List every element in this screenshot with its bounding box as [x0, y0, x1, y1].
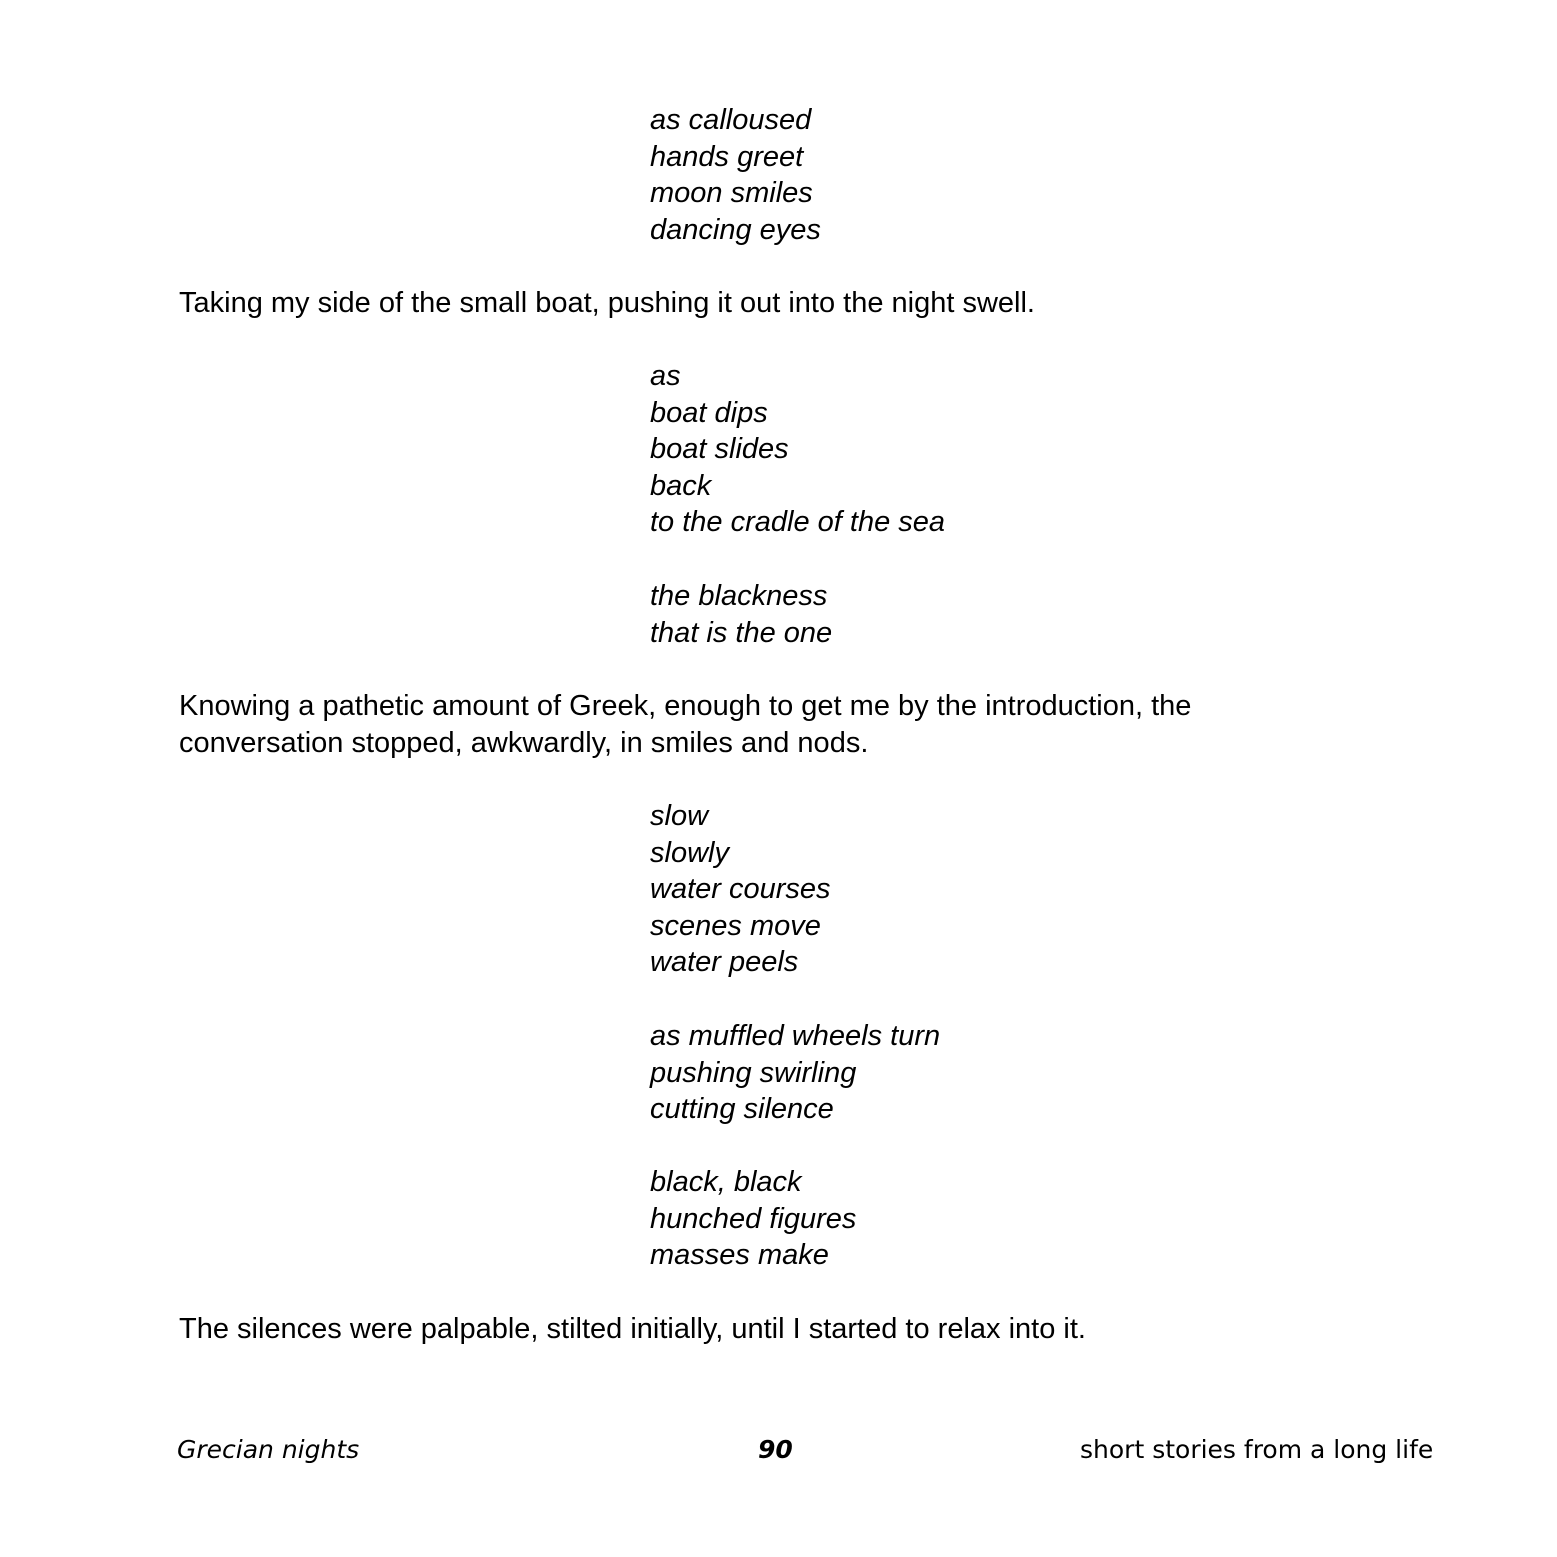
verse-line: masses make [650, 1239, 829, 1272]
verse-line: cutting silence [650, 1093, 834, 1126]
verse-line: hunched figures [650, 1202, 857, 1235]
verse-stanza-2 [650, 358, 945, 541]
prose-paragraph-3: The silences were palpable, stilted initially, until I started to relax into it. [179, 1313, 1086, 1345]
verse-stanza-6 [650, 1164, 856, 1274]
verse-line: dancing eyes [650, 213, 821, 246]
footer-book-section: Grecian nights [177, 1435, 360, 1464]
verse-line: the blackness [650, 580, 828, 612]
verse-line: as calloused [650, 104, 812, 136]
verse-line: black, black [650, 1166, 802, 1198]
verse-stanza-1 [650, 102, 821, 248]
prose-paragraph-2 [179, 688, 1399, 761]
verse-stanza-4 [650, 798, 831, 981]
verse-line: slow [650, 800, 709, 832]
verse-stanza-3 [650, 578, 832, 651]
verse-line: moon smiles [650, 177, 813, 210]
verse-line: pushing swirling [650, 1056, 857, 1089]
verse-line: water peels [650, 946, 799, 979]
verse-line: as [650, 360, 681, 392]
verse-line: hands greet [650, 140, 804, 173]
footer-page-number: 90 [758, 1435, 793, 1464]
verse-stanza-5 [650, 1018, 940, 1128]
prose-line: conversation stopped, awkwardly, in smiles and nods. [179, 726, 869, 759]
prose-paragraph-1: Taking my side of the small boat, pushing it out into the night swell. [179, 287, 1035, 319]
verse-line: scenes move [650, 909, 821, 942]
verse-line: that is the one [650, 616, 833, 649]
verse-line: slowly [650, 836, 729, 869]
verse-line: back [650, 469, 712, 502]
verse-line: boat dips [650, 396, 768, 429]
verse-line: boat slides [650, 433, 789, 466]
prose-line: Knowing a pathetic amount of Greek, enough to get me by the introduction, the [179, 690, 1192, 722]
verse-line: water courses [650, 873, 831, 906]
verse-line: to the cradle of the sea [650, 506, 946, 539]
verse-line: as muffled wheels turn [650, 1020, 941, 1052]
footer-book-title: short stories from a long life [1080, 1435, 1434, 1464]
